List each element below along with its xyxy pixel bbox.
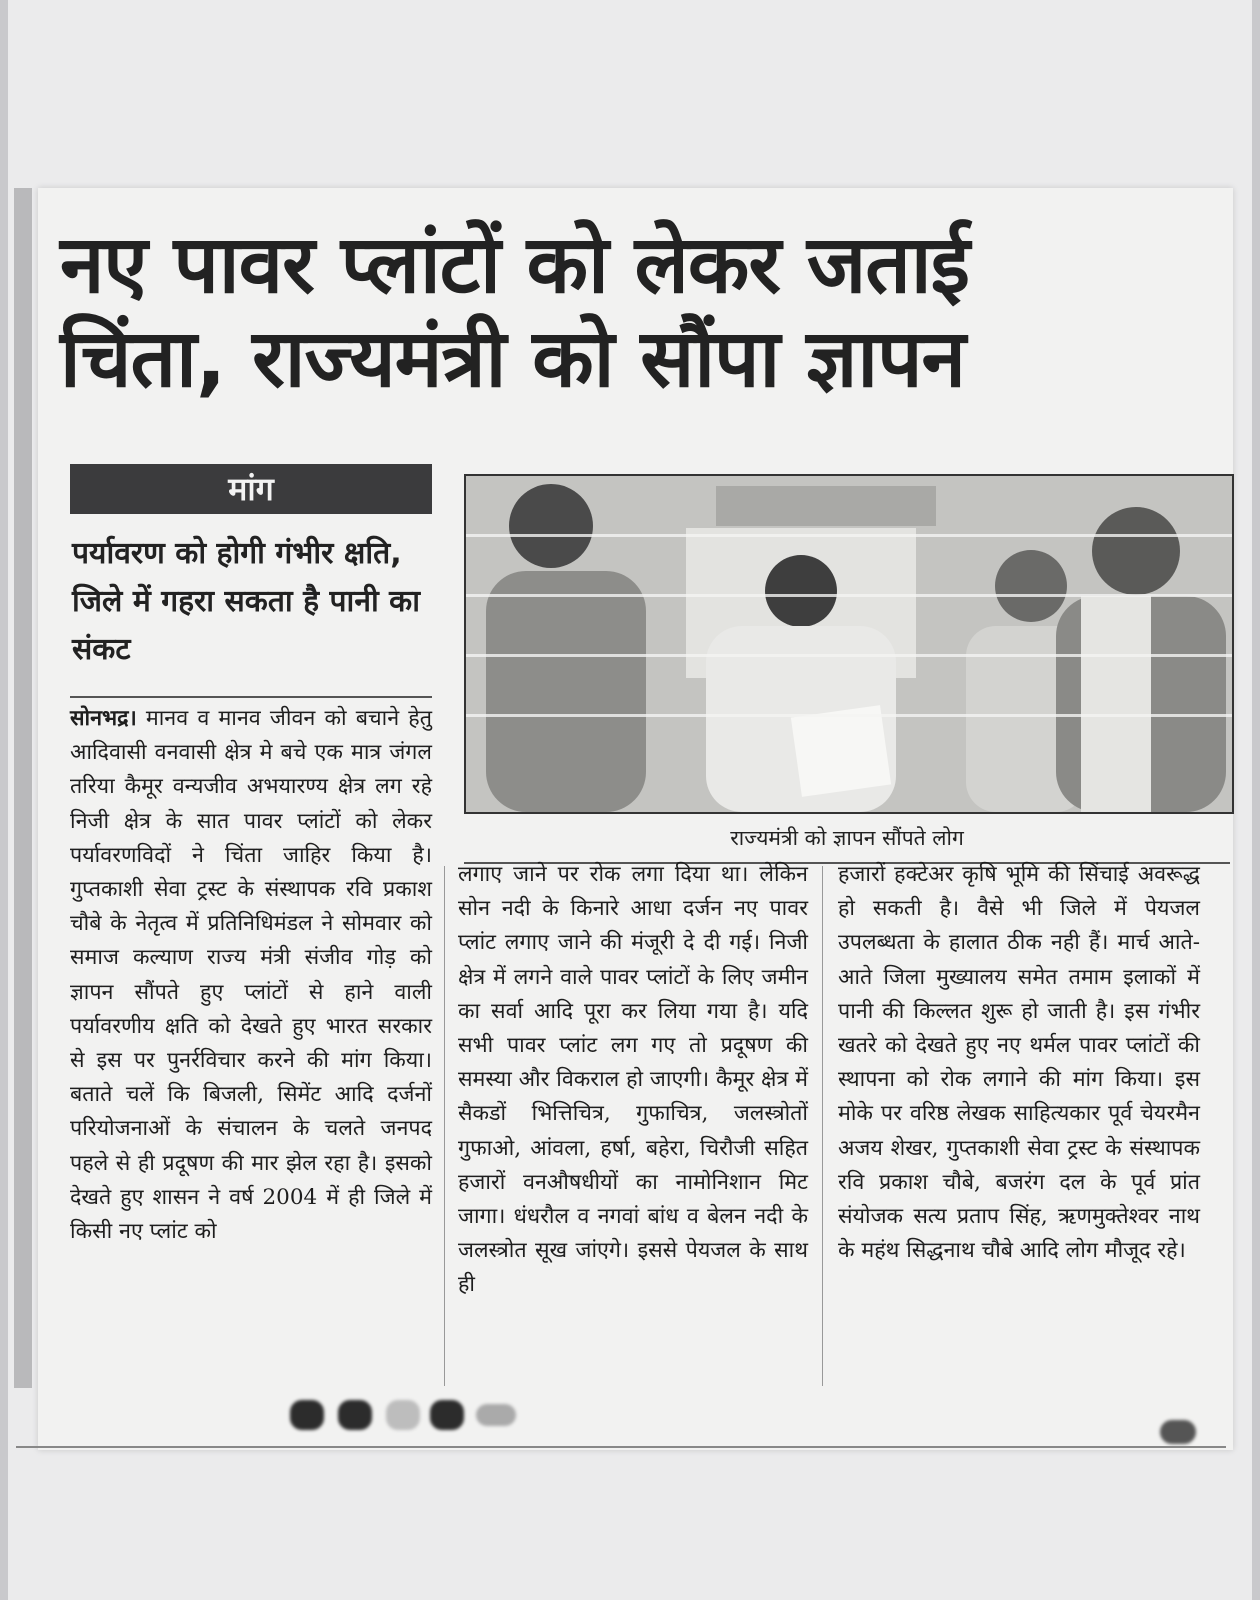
page-bottom-rule (16, 1446, 1226, 1448)
headline-line-2: चिंता, राज्यमंत्री को सौंपा ज्ञापन (60, 312, 965, 405)
headline (60, 218, 1230, 406)
blur-mark (430, 1400, 464, 1430)
adjacent-page-edge (14, 188, 32, 1388)
dateline: सोनभद्र। (70, 706, 137, 731)
blur-mark (290, 1400, 324, 1430)
headline-line-1: नए पावर प्लांटों को लेकर जताई (60, 218, 969, 311)
photo-caption: राज्यमंत्री को ज्ञापन सौंपते लोग (730, 826, 964, 850)
article-text: मानव व मानव जीवन को बचाने हेतु आदिवासी वनवासी क्षेत्र मे बचे एक मात्र जंगल तरिया कैमूर वन्यजीव अभयारण्य क्षेत्र लग रहे निजी क्षेत्र के सात पावर प्लांटों को लेकर पर्यावरणविदों ने चिंता जाहिर किया है। गुप्तकाशी सेवा ट्रस्ट के संस्थापक रवि प्रकाश चौबे के नेतृत्व में प्रतिनिधिमंडल ने सोमवार को समाज कल्याण राज्य मंत्री संजीव गोड़ को ज्ञापन सौंपते हुए प्लांटों से हाने वाली पर्यावरणीय क्षति को देखते हुए भारत सरकार से इस पर पुनर्रविचार करने की मांग किया। बताते चलें कि बिजली, सिमेंट आदि दर्जनों परियोजनाओं के संचालन के चलते जनपद पहले से ही प्रदूषण की मार झेल रहा है। इसको देखते हुए शासन ने वर्ष 2004 में ही जिले में किसी नए प्लांट को (70, 706, 432, 1245)
kicker-label: मांग (70, 464, 432, 514)
blur-mark (1160, 1420, 1196, 1444)
article-column-2: लगाए जाने पर रोक लगा दिया था। लेकिन सोन नदी के किनारे आधा दर्जन नए पावर प्लांट लगाए जाने की मंजूरी दे दी गई। निजी क्षेत्र में लगने वाले पावर प्लांटों के लिए जमीन का सर्वा आदि पूरा कर लिया गया है। यदि सभी पावर प्लांट लग गए तो प्रदूषण की समस्या और विकराल हो जाएगी। कैमूर क्षेत्र में सैकडों भित्तिचित्र, गुफाचित्र, जलस्त्रोतों गुफाओ, आंवला, हर्षा, बहेरा, चिरौजी सहित हजारों वनऔषधीयों का नामोनिशान मिट जागा। धंधरौल व नगवां बांध व बेलन नदी के जलस्त्रोत सूख जांएगे। इससे पेयजल के साथ ही (458, 862, 808, 1298)
article-column-3: हजारों हक्टेअर कृषि भूमि की सिंचाई अवरूद्ध हो सकती है। वैसे भी जिले में पेयजल उपलब्धता के हालात ठीक नही हैं। मार्च आते-आते जिला मुख्यालय समेत तमाम इलाकों में पानी की किल्लत शुरू हो जाती है। इस गंभीर खतरे को देखते हुए नए थर्मल पावर प्लांटों की स्थापना को रोक लगाने की मांग किया। इस मोके पर वरिष्ठ लेखक साहित्यकार पूर्व चेयरमैन अजय शेखर, गुप्तकाशी सेवा ट्रस्ट के संस्थापक रवि प्रकाश चौबे, बजरंग दल के पूर्व प्रांत संयोजक सत्य प्रताप सिंह, ऋणमुक्तेश्वर नाथ के महंथ सिद्धनाथ चौबे आदि लोग मौजूद रहे। (838, 862, 1200, 1264)
column-divider (822, 866, 823, 1386)
blur-mark (386, 1400, 420, 1430)
subheadline: पर्यावरण को होगी गंभीर क्षति, जिले में गहरा सकता है पानी का संकट (72, 536, 420, 667)
news-photo (464, 474, 1234, 814)
photo-illustration (466, 476, 1232, 812)
column-divider (444, 866, 445, 1386)
blur-mark (476, 1404, 516, 1426)
blur-mark (338, 1400, 372, 1430)
divider (70, 696, 432, 698)
article-column-1 (70, 702, 432, 1249)
